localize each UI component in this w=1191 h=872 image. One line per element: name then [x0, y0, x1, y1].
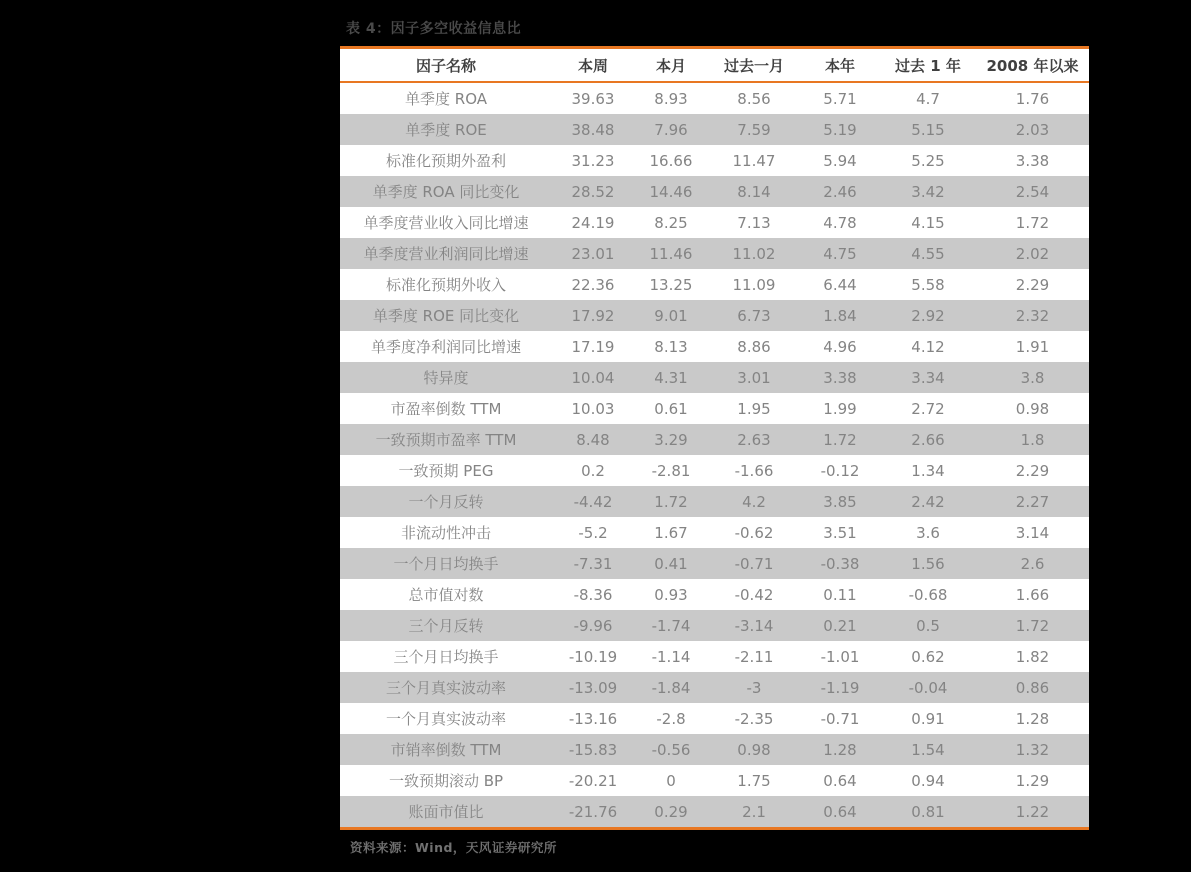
- value-cell: 31.23: [571, 151, 615, 170]
- value-cell: 1.72: [823, 430, 857, 449]
- value-cell: 10.03: [571, 399, 615, 418]
- value-cell: 22.36: [571, 275, 615, 294]
- value-cell: -7.31: [573, 554, 613, 573]
- value-cell: 3.14: [1015, 523, 1050, 542]
- value-cell: 0.21: [823, 616, 857, 635]
- table-row: [340, 393, 1089, 424]
- value-cell: -3: [746, 678, 762, 697]
- value-cell: 0.29: [654, 802, 688, 821]
- value-cell: 8.48: [576, 430, 610, 449]
- value-cell: 5.19: [823, 120, 857, 139]
- factor-name-cell: 一个月反转: [408, 493, 484, 511]
- value-cell: 0.81: [911, 802, 945, 821]
- value-cell: 0.98: [1015, 399, 1050, 418]
- factor-name-cell: 标准化预期外收入: [385, 276, 506, 294]
- header-period-1: 本周: [577, 56, 608, 75]
- value-cell: 4.75: [823, 244, 857, 263]
- value-cell: 4.15: [911, 213, 945, 232]
- value-cell: 0.11: [823, 585, 857, 604]
- header-period-3: 过去一月: [723, 56, 784, 75]
- value-cell: 8.14: [737, 182, 771, 201]
- table-row: [340, 300, 1089, 331]
- value-cell: 6.73: [737, 306, 771, 325]
- value-cell: 7.96: [654, 120, 688, 139]
- value-cell: 5.25: [911, 151, 945, 170]
- value-cell: 8.25: [654, 213, 688, 232]
- value-cell: 1.54: [911, 740, 945, 759]
- value-cell: 2.27: [1015, 492, 1050, 511]
- value-cell: 11.47: [732, 151, 776, 170]
- value-cell: 2.92: [911, 306, 945, 325]
- value-cell: 2.66: [911, 430, 945, 449]
- value-cell: 2.72: [911, 399, 945, 418]
- value-cell: 1.72: [1015, 213, 1050, 232]
- header-factor-name: 因子名称: [415, 56, 476, 75]
- value-cell: 2.32: [1015, 306, 1050, 325]
- value-cell: 24.19: [571, 213, 615, 232]
- value-cell: 1.95: [737, 399, 771, 418]
- value-cell: -0.42: [734, 585, 774, 604]
- value-cell: -1.74: [651, 616, 691, 635]
- table-row: [340, 145, 1089, 176]
- report-table-block: [340, 20, 1089, 856]
- value-cell: 0.61: [654, 399, 688, 418]
- value-cell: 1.29: [1015, 771, 1050, 790]
- factor-name-cell: 一个月日均换手: [393, 555, 499, 573]
- factor-name-cell: 单季度 ROA: [405, 90, 487, 108]
- value-cell: -20.21: [568, 771, 618, 790]
- value-cell: -1.84: [651, 678, 691, 697]
- value-cell: -1.66: [734, 461, 774, 480]
- table-header-row: [340, 49, 1089, 83]
- value-cell: 6.44: [823, 275, 857, 294]
- table-row: [340, 238, 1089, 269]
- value-cell: -8.36: [573, 585, 613, 604]
- value-cell: 4.7: [916, 89, 940, 108]
- table-row: [340, 269, 1089, 300]
- factor-name-cell: 标准化预期外盈利: [385, 152, 506, 170]
- factor-name-cell: 单季度 ROE: [405, 121, 487, 139]
- factor-name-cell: 单季度 ROA 同比变化: [372, 183, 520, 201]
- value-cell: 8.86: [737, 337, 771, 356]
- value-cell: 3.01: [737, 368, 771, 387]
- value-cell: -1.01: [820, 647, 860, 666]
- value-cell: 7.13: [737, 213, 771, 232]
- value-cell: 4.31: [654, 368, 688, 387]
- header-period-6: 2008 年以来: [986, 56, 1079, 75]
- value-cell: 5.58: [911, 275, 945, 294]
- factor-name-cell: 一致预期市盈率 TTM: [375, 431, 517, 449]
- value-cell: 5.15: [911, 120, 945, 139]
- value-cell: -0.38: [820, 554, 860, 573]
- table-row: [340, 641, 1089, 672]
- factor-name-cell: 市销率倒数 TTM: [390, 741, 502, 759]
- value-cell: 1.22: [1015, 802, 1050, 821]
- value-cell: 2.63: [737, 430, 771, 449]
- table-row: [340, 672, 1089, 703]
- factor-name-cell: 单季度营业利润同比增速: [363, 245, 529, 263]
- table-row: [340, 114, 1089, 145]
- value-cell: 3.38: [1015, 151, 1050, 170]
- value-cell: -15.83: [568, 740, 618, 759]
- value-cell: -9.96: [573, 616, 613, 635]
- value-cell: 3.6: [916, 523, 940, 542]
- table-row: [340, 486, 1089, 517]
- value-cell: -5.2: [578, 523, 608, 542]
- header-period-2: 本月: [655, 56, 686, 75]
- value-cell: -0.12: [820, 461, 860, 480]
- factor-name-cell: 总市值对数: [408, 586, 484, 604]
- value-cell: 4.2: [742, 492, 766, 511]
- value-cell: 11.09: [732, 275, 776, 294]
- value-cell: 0.94: [911, 771, 945, 790]
- header-period-5: 过去 1 年: [895, 56, 961, 75]
- value-cell: 3.34: [911, 368, 945, 387]
- table-row: [340, 796, 1089, 827]
- table-row: [340, 579, 1089, 610]
- value-cell: 2.46: [823, 182, 857, 201]
- value-cell: 7.59: [737, 120, 771, 139]
- value-cell: -0.71: [820, 709, 860, 728]
- value-cell: 23.01: [571, 244, 615, 263]
- value-cell: 1.82: [1015, 647, 1050, 666]
- table-row: [340, 83, 1089, 114]
- value-cell: 39.63: [571, 89, 615, 108]
- value-cell: -2.11: [734, 647, 774, 666]
- value-cell: 1.28: [823, 740, 857, 759]
- value-cell: 2.03: [1015, 120, 1050, 139]
- value-cell: 1.28: [1015, 709, 1050, 728]
- value-cell: -2.81: [651, 461, 691, 480]
- table-row: [340, 455, 1089, 486]
- value-cell: -2.8: [656, 709, 686, 728]
- value-cell: 10.04: [571, 368, 615, 387]
- factor-name-cell: 三个月真实波动率: [385, 679, 506, 697]
- value-cell: 0.86: [1015, 678, 1050, 697]
- value-cell: 13.25: [649, 275, 693, 294]
- table-body: [340, 83, 1089, 827]
- value-cell: 0.5: [916, 616, 940, 635]
- value-cell: 1.99: [823, 399, 857, 418]
- factor-name-cell: 单季度营业收入同比增速: [363, 214, 529, 232]
- value-cell: -21.76: [568, 802, 618, 821]
- value-cell: -13.09: [568, 678, 618, 697]
- value-cell: 1.67: [654, 523, 688, 542]
- table-row: [340, 548, 1089, 579]
- value-cell: 1.91: [1015, 337, 1050, 356]
- value-cell: 3.42: [911, 182, 945, 201]
- value-cell: -13.16: [568, 709, 618, 728]
- value-cell: 2.02: [1015, 244, 1050, 263]
- value-cell: 0.64: [823, 802, 857, 821]
- table-row: [340, 207, 1089, 238]
- table-row: [340, 703, 1089, 734]
- table-title: 表 4：因子多空收益信息比: [346, 21, 522, 37]
- table-row: [340, 610, 1089, 641]
- table-row: [340, 176, 1089, 207]
- value-cell: 1.75: [737, 771, 771, 790]
- value-cell: 2.29: [1015, 461, 1050, 480]
- table-row: [340, 331, 1089, 362]
- factor-name-cell: 非流动性冲击: [400, 524, 491, 542]
- value-cell: 1.34: [911, 461, 945, 480]
- value-cell: -1.19: [820, 678, 860, 697]
- value-cell: 0.41: [654, 554, 688, 573]
- value-cell: 5.71: [823, 89, 857, 108]
- value-cell: 8.93: [654, 89, 688, 108]
- value-cell: -3.14: [734, 616, 774, 635]
- value-cell: 14.46: [649, 182, 693, 201]
- value-cell: 28.52: [571, 182, 615, 201]
- value-cell: 5.94: [823, 151, 857, 170]
- factor-name-cell: 一个月真实波动率: [385, 710, 506, 728]
- value-cell: 1.32: [1015, 740, 1050, 759]
- value-cell: 1.84: [823, 306, 857, 325]
- value-cell: 3.8: [1020, 368, 1045, 387]
- value-cell: 2.6: [1020, 554, 1045, 573]
- value-cell: 4.96: [823, 337, 857, 356]
- value-cell: 4.55: [911, 244, 945, 263]
- value-cell: 2.54: [1015, 182, 1050, 201]
- value-cell: 11.46: [649, 244, 693, 263]
- value-cell: 1.72: [1015, 616, 1050, 635]
- value-cell: 1.76: [1015, 89, 1050, 108]
- value-cell: -0.71: [734, 554, 774, 573]
- value-cell: -0.04: [908, 678, 948, 697]
- value-cell: 8.13: [654, 337, 688, 356]
- value-cell: 3.85: [823, 492, 857, 511]
- value-cell: 3.29: [654, 430, 688, 449]
- value-cell: 0.91: [911, 709, 945, 728]
- factor-name-cell: 三个月日均换手: [393, 648, 499, 666]
- value-cell: 8.56: [737, 89, 771, 108]
- table-row: [340, 765, 1089, 796]
- value-cell: 0.62: [911, 647, 945, 666]
- value-cell: 17.92: [571, 306, 615, 325]
- value-cell: 38.48: [571, 120, 615, 139]
- table-row: [340, 517, 1089, 548]
- value-cell: 2.42: [911, 492, 945, 511]
- value-cell: 9.01: [654, 306, 688, 325]
- value-cell: 1.8: [1020, 430, 1045, 449]
- value-cell: 16.66: [649, 151, 693, 170]
- value-cell: -0.62: [734, 523, 774, 542]
- value-cell: 2.1: [742, 802, 766, 821]
- factor-name-cell: 单季度 ROE 同比变化: [372, 307, 520, 325]
- factor-name-cell: 一致预期 PEG: [398, 462, 494, 480]
- factor-name-cell: 三个月反转: [408, 617, 484, 635]
- value-cell: -1.14: [651, 647, 691, 666]
- value-cell: 3.38: [823, 368, 857, 387]
- source-note: 资料来源：Wind，天风证券研究所: [350, 840, 557, 855]
- value-cell: 1.66: [1015, 585, 1050, 604]
- value-cell: 1.56: [911, 554, 945, 573]
- value-cell: -0.68: [908, 585, 948, 604]
- value-cell: 0.98: [737, 740, 771, 759]
- value-cell: 0.93: [654, 585, 688, 604]
- value-cell: -4.42: [573, 492, 613, 511]
- factor-name-cell: 特异度: [423, 369, 469, 387]
- factor-name-cell: 账面市值比: [408, 803, 484, 821]
- value-cell: 4.78: [823, 213, 857, 232]
- value-cell: 0: [666, 771, 676, 790]
- table-row: [340, 362, 1089, 393]
- factor-name-cell: 单季度净利润同比增速: [370, 338, 521, 356]
- value-cell: -10.19: [568, 647, 618, 666]
- table-row: [340, 734, 1089, 765]
- factor-name-cell: 一致预期滚动 BP: [388, 772, 504, 790]
- value-cell: 1.72: [654, 492, 688, 511]
- factor-name-cell: 市盈率倒数 TTM: [390, 400, 502, 418]
- value-cell: -2.35: [734, 709, 774, 728]
- header-period-4: 本年: [824, 56, 855, 75]
- value-cell: 0.2: [581, 461, 605, 480]
- value-cell: -0.56: [651, 740, 691, 759]
- value-cell: 11.02: [732, 244, 776, 263]
- value-cell: 3.51: [823, 523, 857, 542]
- value-cell: 2.29: [1015, 275, 1050, 294]
- value-cell: 4.12: [911, 337, 945, 356]
- table-row: [340, 424, 1089, 455]
- factor-information-ratio-table: [340, 46, 1089, 830]
- value-cell: 0.64: [823, 771, 857, 790]
- value-cell: 17.19: [571, 337, 615, 356]
